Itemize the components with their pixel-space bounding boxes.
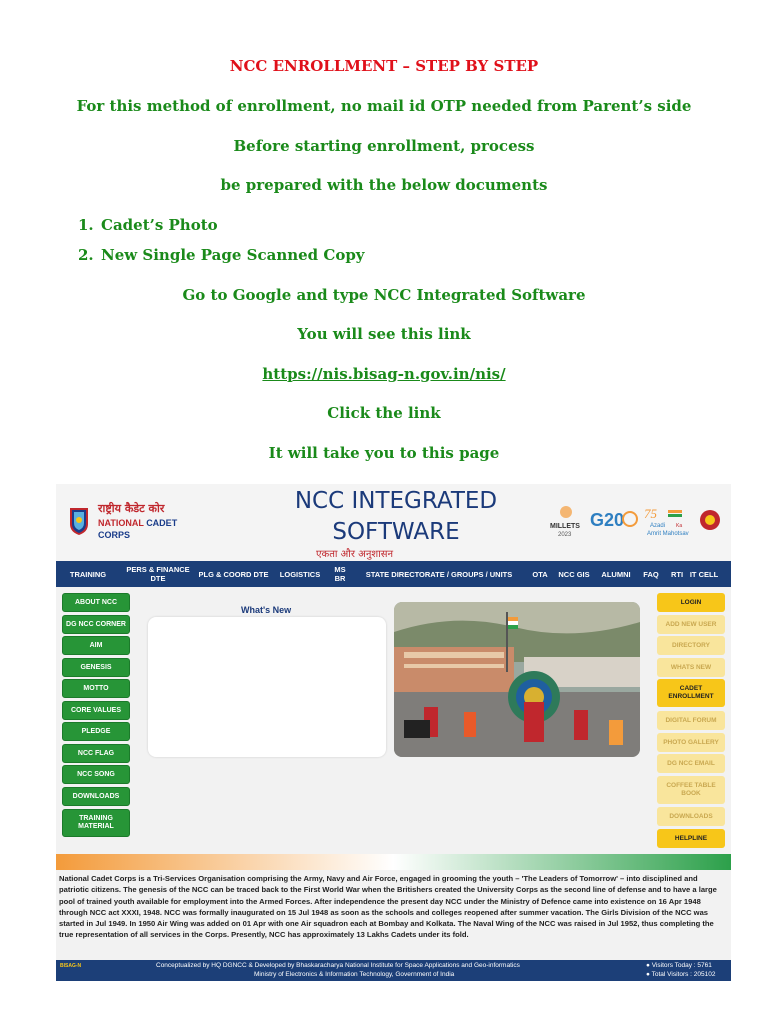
visitors-today: ● Visitors Today : 5761 xyxy=(646,962,712,969)
site-header xyxy=(56,484,731,561)
tricolor-band xyxy=(56,854,731,870)
left-menu-training-material[interactable]: TRAINING MATERIAL xyxy=(62,809,130,837)
svg-text:2023: 2023 xyxy=(558,532,572,538)
doc-line-before: Before starting enrollment, process xyxy=(233,137,535,155)
nav-ota[interactable]: OTA xyxy=(532,569,548,579)
right-menu-coffee-table-book[interactable]: COFFEE TABLE BOOK xyxy=(657,776,725,804)
doc-line-see-link: You will see this link xyxy=(297,325,471,343)
svg-text:Azadi: Azadi xyxy=(650,523,666,529)
users-icon: ● xyxy=(646,971,650,978)
left-menu-dg-ncc-corner[interactable]: DG NCC CORNER xyxy=(62,615,130,634)
right-menu-directory[interactable]: DIRECTORY xyxy=(657,636,725,655)
nav-alumni[interactable]: ALUMNI xyxy=(601,569,631,579)
org-name-hindi: राष्ट्रीय कैडेट कोर xyxy=(98,502,165,515)
about-ncc-text: National Cadet Corps is a Tri-Services Organisation comprising the Army, Navy and Air Force, engaged in grooming the youth – 'The Leaders of Tomorrow' – into disciplined and patriotic citizens. The genesis of the NCC can be traced back to the First World War when the Britishers created the University Corps as the second line of defense and to have a large pool of trained youth available for employment into the Armed Forces. After independence the present day NCC under the Ministry of Defence came into existence on 16 Apr 1948 through NCC act XXXI, 1948. NCC was formally inaugurated on 15 Jul 1948 as soon as the schools and colleges reopened after summer vacation. The Girls Division of the NCC was started in Jul 1949. In 1950 Air Wing was added on 01 Apr with one Air squadron each at Bombay and Kolkata. The Naval Wing of the NCC was raised in Jul 1952, thus completing the true representation of all services in the Corps. Presently, NCC has approximately 13 Lakhs Cadets under its fold. xyxy=(59,874,717,940)
g20-logo-icon xyxy=(590,510,637,530)
left-menu-core-values[interactable]: CORE VALUES xyxy=(62,701,130,720)
doc-title: NCC ENROLLMENT – STEP BY STEP xyxy=(229,57,539,75)
doc-line-otp: For this method of enrollment, no mail id OTP needed from Parent’s side xyxy=(76,97,692,115)
left-menu-ncc-flag[interactable]: NCC FLAG xyxy=(62,744,130,763)
site-footer xyxy=(56,960,731,981)
svg-text:Amrit Mahotsav: Amrit Mahotsav xyxy=(647,531,689,537)
right-menu-login[interactable]: LOGIN xyxy=(657,593,725,612)
footer-credit: Conceptualized by HQ DGNCC & Developed by Bhaskaracharya National Institute for Space Applications and Geo-informatics xyxy=(156,962,520,969)
left-menu-about-ncc[interactable]: ABOUT NCC xyxy=(62,593,130,612)
nav-faq[interactable]: FAQ xyxy=(643,569,659,579)
whats-new-panel xyxy=(148,617,386,757)
doc-line-google: Go to Google and type NCC Integrated Software xyxy=(182,286,586,304)
left-menu-ncc-song[interactable]: NCC SONG xyxy=(62,765,130,784)
doc-line-take-you: It will take you to this page xyxy=(268,444,500,462)
doc-list-item: 1. Cadet’s Photo xyxy=(78,216,218,234)
right-menu-whats-new[interactable]: WHATS NEW xyxy=(657,658,725,677)
nav-it-cell[interactable]: IT CELL xyxy=(689,569,719,579)
right-menu-photo-gallery[interactable]: PHOTO GALLERY xyxy=(657,733,725,752)
user-icon: ● xyxy=(646,962,650,969)
bisag-logo: BISAG-N xyxy=(60,963,82,969)
org-name-english: NATIONAL CADET xyxy=(98,518,178,528)
right-menu-downloads[interactable]: DOWNLOADS xyxy=(657,807,725,826)
left-menu-downloads[interactable]: DOWNLOADS xyxy=(62,787,130,806)
motto-hindi: एकता और अनुशासन xyxy=(316,549,394,560)
ncc-site-screenshot xyxy=(56,484,731,981)
nav-state-directorate[interactable]: STATE DIRECTORATE / GROUPS / UNITS xyxy=(365,569,513,579)
whats-new-heading: What's New xyxy=(241,605,292,615)
right-menu-dg-ncc-email[interactable]: DG NCC EMAIL xyxy=(657,754,725,773)
nav-training[interactable]: TRAINING xyxy=(69,569,107,579)
nav-ncc-gis[interactable]: NCC GIS xyxy=(558,569,590,579)
parade-photo xyxy=(394,602,640,757)
right-menu-add-new-user[interactable]: ADD NEW USER xyxy=(657,615,725,634)
left-menu-aim[interactable]: AIM xyxy=(62,636,130,655)
main-nav xyxy=(56,561,731,587)
left-menu-genesis[interactable]: GENESIS xyxy=(62,658,130,677)
site-title: NCC INTEGRATED SOFTWARE xyxy=(294,488,498,545)
ministry-emblem-icon xyxy=(700,510,720,530)
svg-text:75: 75 xyxy=(644,506,657,521)
footer-ministry: Ministry of Electronics & Information Technology, Government of India xyxy=(254,971,455,978)
svg-text:G20: G20 xyxy=(590,510,625,530)
right-menu-digital-forum[interactable]: DIGITAL FORUM xyxy=(657,711,725,730)
total-visitors: ● Total Visitors : 205102 xyxy=(646,971,716,978)
right-menu-cadet-enrollment[interactable]: CADET ENROLLMENT xyxy=(657,679,725,707)
nav-ms-br[interactable]: MS BR xyxy=(334,565,346,583)
right-menu-helpline[interactable]: HELPLINE xyxy=(657,829,725,848)
azadi-logo-icon xyxy=(644,506,689,537)
left-menu-motto[interactable]: MOTTO xyxy=(62,679,130,698)
partner-logos xyxy=(548,502,728,542)
doc-line-prepared: be prepared with the below documents xyxy=(220,176,548,194)
nav-plg-coord[interactable]: PLG & COORD DTE xyxy=(198,569,269,579)
left-menu-pledge[interactable]: PLEDGE xyxy=(62,722,130,741)
nav-rti[interactable]: RTI xyxy=(670,569,684,579)
doc-line-click: Click the link xyxy=(327,404,441,422)
doc-list-item: 2. New Single Page Scanned Copy xyxy=(78,246,365,264)
svg-text:MILLETS: MILLETS xyxy=(550,523,580,530)
svg-text:Ka: Ka xyxy=(676,523,683,529)
doc-link[interactable]: https://nis.bisag-n.gov.in/nis/ xyxy=(262,365,506,383)
nav-pers-finance[interactable]: PERS & FINANCE DTE xyxy=(126,565,190,583)
org-name-english-2: CORPS xyxy=(98,530,131,540)
nav-logistics[interactable]: LOGISTICS xyxy=(279,569,321,579)
millets-logo-icon xyxy=(550,506,580,538)
ncc-emblem-icon xyxy=(68,506,90,536)
